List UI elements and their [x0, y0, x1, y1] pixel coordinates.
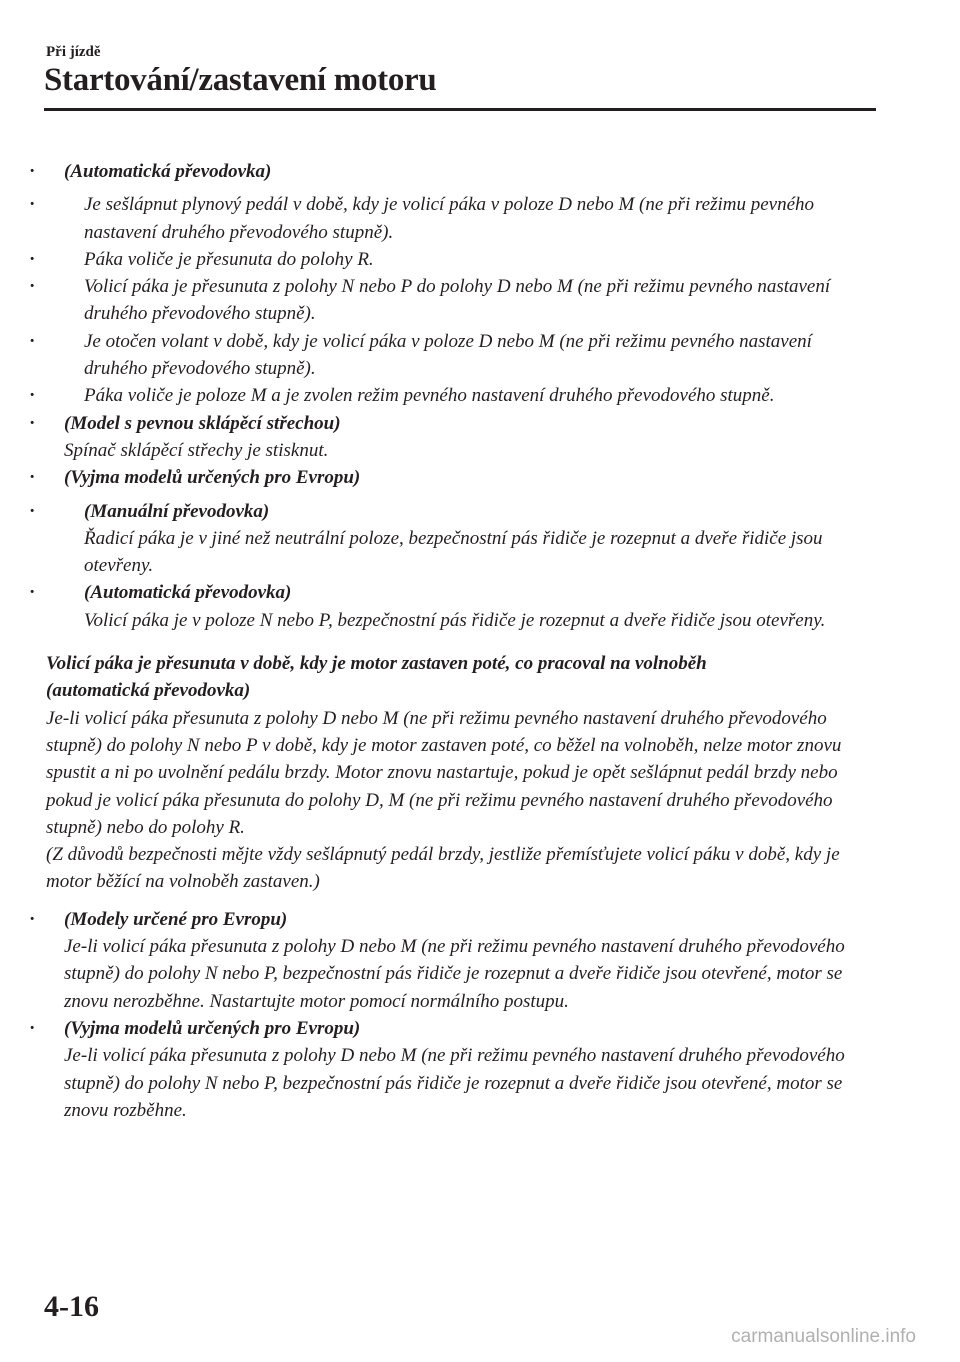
bullet-non-eu-heading: · (Vyjma modelů určených pro Evropu) — [46, 464, 876, 491]
list-item: · Páka voliče je poloze M a je zvolen režim pevného nastavení druhého převodového stupně. — [46, 382, 876, 409]
page-title: Startování/zastavení motoru — [44, 62, 437, 98]
non-eu-list — [46, 498, 876, 634]
automatic-heading: · (Automatická převodovka) — [46, 579, 876, 606]
automatic-conditions-list — [46, 191, 876, 409]
eu-text: Je-li volicí páka přesunuta z polohy D nebo M (ne při režimu pevného nastavení druhého převodového stupně) do polohy N nebo P, bezpečnostní pás řidiče je rozepnut a dveře řidiče jsou otevřené, motor se znovu nerozběhne. Nastartujte motor pomocí normálního postupu. — [64, 936, 845, 1012]
page-number: 4-16 — [44, 1290, 99, 1323]
paragraph-note: (Z důvodů bezpečnosti mějte vždy sešlápnutý pedál brzdy, jestliže přemísťujete volicí páku v době, kdy je motor běžící na volnoběh zastaven.) — [46, 844, 840, 893]
header-rule — [44, 108, 876, 111]
bullet-non-eu-heading-2: · (Vyjma modelů určených pro Evropu) — [46, 1015, 876, 1042]
list-item: · Je otočen volant v době, kdy je volicí páka v poloze D nebo M (ne při režimu pevného nastavení druhého převodového stupně). — [46, 328, 876, 383]
watermark: carmanualsonline.info — [731, 1326, 916, 1347]
paragraph-subtitle: (automatická převodovka) — [46, 680, 251, 702]
list-item: · Páka voliče je přesunuta do polohy R. — [46, 246, 876, 273]
manual-text: Řadicí páka je v jiné než neutrální poloze, bezpečnostní pás řidiče je rozepnut a dveře řidiče jsou otevřeny. — [84, 527, 823, 577]
bullet-automatic-heading: · (Automatická převodovka) — [46, 158, 876, 185]
bullet-roof-heading: · (Model s pevnou sklápěcí střechou) — [46, 410, 876, 437]
paragraph-text: Je-li volicí páka přesunuta z polohy D nebo M (ne při režimu pevného nastavení druhého převodového stupně) do polohy N nebo P v době, kdy je motor zastaven poté, co běžel na volnoběh, nelze motor znovu spustit a ni po uvolnění pedálu brzdy. Motor znovu nastartuje, pokud je opět sešlápnut pedál brzdy nebo pokud je volicí páka přesunuta do polohy D, M (ne při režimu pevného nastavení druhého převodového stupně) nebo do polohy R. — [46, 707, 842, 838]
page-content — [46, 158, 876, 1124]
list-item: · Volicí páka je přesunuta z polohy N nebo P do polohy D nebo M (ne při režimu pevného nastavení druhého převodového stupně). — [46, 273, 876, 328]
list-item: · Je sešlápnut plynový pedál v době, kdy je volicí páka v poloze D nebo M (ne při režimu pevného nastavení druhého převodového stupně). — [46, 191, 876, 246]
section-label: Při jízdě — [46, 44, 101, 60]
non-eu-text: Je-li volicí páka přesunuta z polohy D nebo M (ne při režimu pevného nastavení druhého převodového stupně) do polohy N nebo P, bezpečnostní pás řidiče je rozepnut a dveře řidiče jsou otevřené, motor se znovu rozběhne. — [64, 1045, 845, 1121]
automatic-text: Volicí páka je v poloze N nebo P, bezpečnostní pás řidiče je rozepnut a dveře řidiče jsou otevřeny. — [84, 609, 826, 631]
bullet-eu-heading: · (Modely určené pro Evropu) — [46, 906, 876, 933]
manual-heading: · (Manuální převodovka) — [46, 498, 876, 525]
paragraph-title: Volicí páka je přesunuta v době, kdy je motor zastaven poté, co pracoval na volnoběh — [46, 653, 707, 675]
roof-text: Spínač sklápěcí střechy je stisknut. — [64, 439, 329, 461]
